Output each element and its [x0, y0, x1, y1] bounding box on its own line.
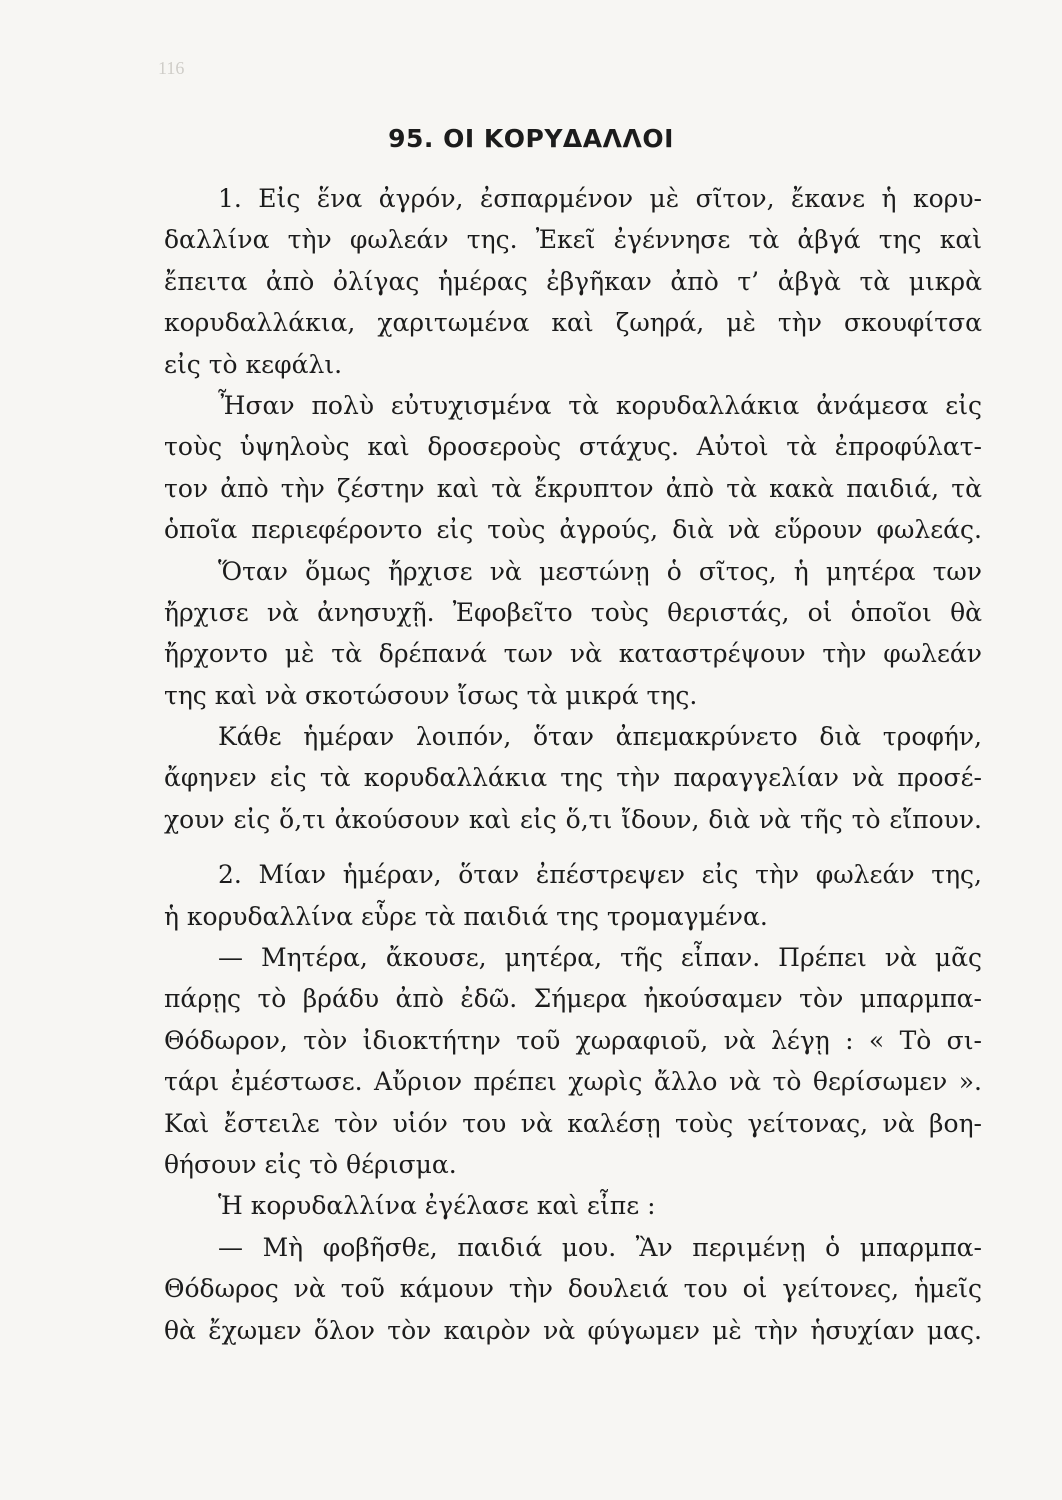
- text-line: — Μὴ φοβῆσθε, παιδιά μου. Ἂν περιμένῃ ὁ μπαρμπα-: [218, 1232, 982, 1262]
- text-line: Θόδωρος νὰ τοῦ κάμουν τὴν δουλειά του οἱ γείτονες, ἡμεῖς: [164, 1274, 982, 1304]
- text-line: ἔπειτα ἀπὸ ὀλίγας ἡμέρας ἐβγῆκαν ἀπὸ τ’ ἀβγὰ τὰ μικρὰ: [164, 266, 982, 296]
- text-line: ἄφηνεν εἰς τὰ κορυδαλλάκια της τὴν παραγγελίαν νὰ προσέ-: [164, 763, 982, 793]
- text-line: ἤρχισε νὰ ἀνησυχῇ. Ἐφοβεῖτο τοὺς θεριστάς, οἱ ὁποῖοι θὰ: [164, 597, 982, 627]
- text-line: εἰς τὸ κεφάλι.: [164, 349, 343, 379]
- page-number: 116: [158, 58, 185, 78]
- text-line: Ὅταν ὅμως ἤρχισε νὰ μεστώνῃ ὁ σῖτος, ἡ μητέρα των: [218, 556, 982, 586]
- text-body: [164, 178, 982, 1351]
- text-line: της καὶ νὰ σκοτώσουν ἴσως τὰ μικρά της.: [164, 680, 698, 710]
- text-line: θὰ ἔχωμεν ὅλον τὸν καιρὸν νὰ φύγωμεν μὲ τὴν ἡσυχίαν μας.: [164, 1315, 982, 1345]
- paragraph: [164, 716, 982, 840]
- text-line: χουν εἰς ὅ,τι ἀκούσουν καὶ εἰς ὅ,τι ἴδουν, διὰ νὰ τῆς τὸ εἴπουν.: [164, 804, 982, 834]
- paragraph: [164, 1185, 982, 1226]
- text-line: Ἦσαν πολὺ εὐτυχισμένα τὰ κορυδαλλάκια ἀνάμεσα εἰς: [218, 390, 982, 420]
- page-title: 95. ΟΙ ΚΟΡΥΔΑΛΛΟΙ: [388, 124, 674, 153]
- paragraph: [164, 385, 982, 716]
- paragraph: [164, 1227, 982, 1351]
- text-line: Καὶ ἔστειλε τὸν υἱόν του νὰ καλέσῃ τοὺς γείτονας, νὰ βοη-: [164, 1108, 982, 1138]
- text-line: πάρῃς τὸ βράδυ ἀπὸ ἐδῶ. Σήμερα ἠκούσαμεν τὸν μπαρμπα-: [164, 984, 982, 1014]
- paragraph: [164, 854, 982, 937]
- text-line: ἤρχοντο μὲ τὰ δρέπανά των νὰ καταστρέψουν τὴν φωλεάν: [164, 639, 982, 669]
- text-line: 2. Μίαν ἡμέραν, ὅταν ἐπέστρεψεν εἰς τὴν φωλεάν της,: [218, 860, 982, 890]
- text-line: κορυδαλλάκια, χαριτωμένα καὶ ζωηρά, μὲ τὴν σκουφίτσα: [164, 308, 982, 338]
- text-line: Θόδωρον, τὸν ἰδιοκτήτην τοῦ χωραφιοῦ, νὰ λέγῃ : « Τὸ σι-: [164, 1025, 982, 1055]
- text-line: θήσουν εἰς τὸ θέρισμα.: [164, 1149, 457, 1179]
- paragraph: [164, 178, 982, 385]
- text-line: τον ἀπὸ τὴν ζέστην καὶ τὰ ἔκρυπτον ἀπὸ τὰ κακὰ παιδιά, τὰ: [164, 473, 982, 503]
- text-line: δαλλίνα τὴν φωλεάν της. Ἐκεῖ ἐγέννησε τὰ ἀβγά της καὶ: [164, 225, 982, 255]
- text-line: Ἡ κορυδαλλίνα ἐγέλασε καὶ εἶπε :: [218, 1191, 656, 1221]
- paragraph: [164, 937, 982, 1185]
- text-line: τοὺς ὑψηλοὺς καὶ δροσεροὺς στάχυς. Αὐτοὶ τὰ ἐπροφύλατ-: [164, 432, 982, 462]
- text-line: τάρι ἐμέστωσε. Αὔριον πρέπει χωρὶς ἄλλο νὰ τὸ θερίσωμεν ».: [164, 1067, 982, 1097]
- text-line: ὁποῖα περιεφέροντο εἰς τοὺς ἀγρούς, διὰ νὰ εὕρουν φωλεάς.: [164, 515, 982, 545]
- text-line: Κάθε ἡμέραν λοιπόν, ὅταν ἀπεμακρύνετο διὰ τροφήν,: [218, 722, 982, 752]
- text-line: ἡ κορυδαλλίνα εὗρε τὰ παιδιά της τρομαγμένα.: [164, 901, 768, 931]
- text-line: 1. Εἰς ἕνα ἀγρόν, ἐσπαρμένον μὲ σῖτον, ἔκανε ἡ κορυ-: [218, 184, 982, 213]
- text-line: — Μητέρα, ἄκουσε, μητέρα, τῆς εἶπαν. Πρέπει νὰ μᾶς: [218, 943, 982, 973]
